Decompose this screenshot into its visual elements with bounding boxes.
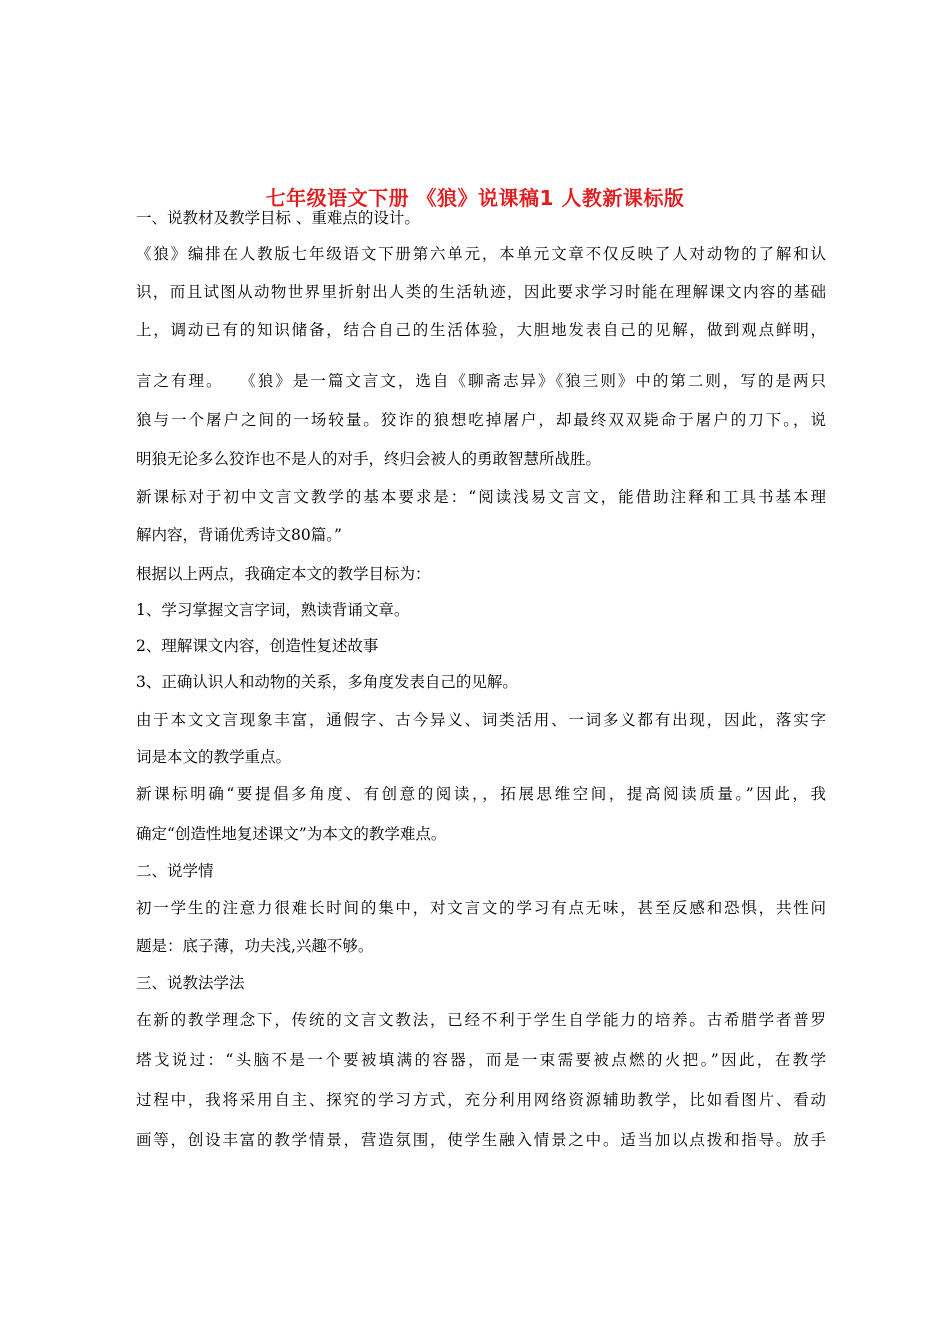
paragraph-line: 言之有理。 《狼》是一篇文言文，选自《聊斋志异》《狼三则》中的第二则，写的是两只 [136, 372, 826, 390]
section-heading: 一、说教材及教学目标 、重难点的设计。 [136, 209, 420, 227]
paragraph-line: 词是本文的教学重点。 [136, 748, 292, 766]
paragraph-line: 明狼无论多么狡诈也不是人的对手，终归会被人的勇敢智慧所战胜。 [136, 450, 602, 468]
paragraph-line: 新课标对于初中文言文教学的基本要求是：“阅读浅易文言文，能借助注释和工具书基本理 [136, 488, 826, 506]
document-title: 七年级语文下册 《狼》说课稿1 人教新课标版 [265, 186, 685, 210]
paragraph-line: 画等，创设丰富的教学情景，营造氛围，使学生融入情景之中。适当加以点拨和指导。放手 [136, 1131, 826, 1149]
paragraph-line: 狼与一个屠户之间的一场较量。狡诈的狼想吃掉屠户，却最终双双毙命于屠户的刀下。，说 [136, 411, 826, 429]
section-heading: 三、说教法学法 [136, 974, 245, 992]
paragraph-line: 解内容，背诵优秀诗文80篇。” [136, 526, 342, 544]
paragraph-line: 上，调动已有的知识储备，结合自己的生活体验，大胆地发表自己的见解，做到观点鲜明， [136, 321, 826, 339]
paragraph-line: 新课标明确“要提倡多角度、有创意的阅读，，拓展思维空间，提高阅读质量。”因此，我 [136, 785, 826, 803]
list-item: 2、理解课文内容，创造性复述故事 [136, 637, 379, 655]
paragraph-line: 过程中，我将采用自主、探究的学习方式，充分利用网络资源辅助教学，比如看图片、看动 [136, 1091, 826, 1109]
paragraph-line: 初一学生的注意力很难长时间的集中，对文言文的学习有点无味，甚至反感和恐惧，共性问 [136, 899, 826, 917]
paragraph-line: 塔戈说过：“头脑不是一个要被填满的容器，而是一束需要被点燃的火把。”因此，在教学 [136, 1051, 826, 1069]
paragraph-line: 识，而且试图从动物世界里折射出人类的生活轨迹，因此要求学习时能在理解课文内容的基础 [136, 283, 826, 301]
list-item: 3、正确认识人和动物的关系，多角度发表自己的见解。 [136, 673, 518, 691]
list-item: 1、学习掌握文言字词，熟读背诵文章。 [136, 601, 410, 619]
paragraph-line: 在新的教学理念下，传统的文言文教法，已经不利于学生自学能力的培养。古希腊学者普罗 [136, 1011, 826, 1029]
paragraph-line: 《狼》编排在人教版七年级语文下册第六单元，本单元文章不仅反映了人对动物的了解和认 [136, 245, 826, 263]
section-heading: 二、说学情 [136, 862, 214, 880]
paragraph-line: 根据以上两点，我确定本文的教学目标为： [136, 565, 431, 583]
paragraph-line: 题是：底子薄，功夫浅,兴趣不够。 [136, 937, 374, 955]
paragraph-line: 确定“创造性地复述课文”为本文的教学难点。 [136, 825, 447, 843]
paragraph-line: 由于本文文言现象丰富，通假字、古今异义、词类活用、一词多义都有出现，因此，落实字 [136, 711, 826, 729]
